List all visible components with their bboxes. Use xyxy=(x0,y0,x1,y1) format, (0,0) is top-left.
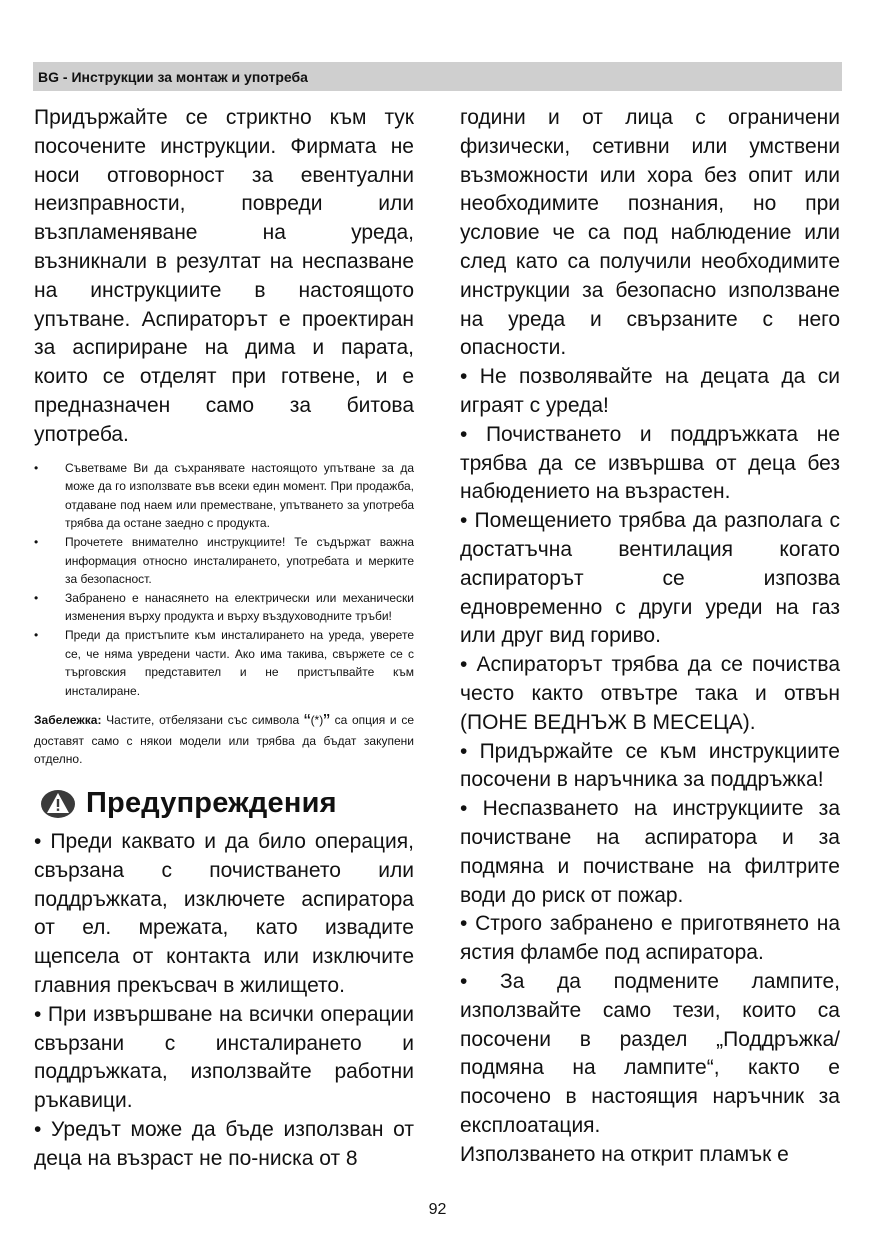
warning-paragraph: • Строго забранено е приготвянето на ястия фламбе под аспиратора. xyxy=(460,912,840,965)
note-quote-open: “ xyxy=(303,711,311,734)
list-item: • Преди да пристъпите към инсталирането на уреда, уверете се, че няма увредени части. Ако има такива, свържете се с търговския представител и не пристъпвайте към инсталиране. xyxy=(34,626,414,700)
list-item: • Съветваме Ви да съхранявате настоящото упътване за да може да го използвате във всеки един момент. При продажба, отдаване под наем или преместване, упътването за употреба трябва да остане заедно с продукта. xyxy=(34,459,414,533)
warning-paragraph: • При извършване на всички операции свързани с инсталирането и поддръжката, използвайте работни ръкавици. xyxy=(34,1002,414,1113)
warning-paragraph: Използването на открит пламък е xyxy=(460,1142,789,1166)
note-text-before: Частите, отбелязани със символа xyxy=(101,713,304,728)
page-number: 92 xyxy=(428,1201,447,1218)
right-column xyxy=(460,104,840,1169)
warning-paragraph: • Уредът може да бъде използван от деца на възраст не по-ниска от 8 xyxy=(34,1118,414,1170)
warning-paragraph: • Почистването и поддръжката не трябва да се извършва от деца без набюдението на възрастен. xyxy=(460,422,840,504)
note-symbol: (*) xyxy=(310,713,324,728)
warning-paragraph: • Придържайте се към инструкциите посочени в наръчника за поддръжка! xyxy=(460,739,840,792)
page-header xyxy=(33,62,842,91)
header-title: BG - Инструкции за монтаж и употреба xyxy=(38,69,308,85)
note-label: Забележка: xyxy=(34,713,102,728)
warning-paragraph: • Преди каквато и да било операция, свързана с почистването или поддръжката, изключете аспиратора от ел. мрежата, като извадите щепсела от контакта или изключите главния прекъсвач в жилището. xyxy=(34,830,414,998)
list-item: • Прочетете внимателно инструкциите! Те съдържат важна информация относно инсталирането, употребата и мерките за безопасност. xyxy=(34,533,414,589)
warning-paragraph: години и от лица с ограничени физически, сетивни или умствени възможности или хора без опит или необходимите познания, но при условие че са под наблюдение или след като са получили необходимите инструкции за безопасно използване на уреда и свързаните с него опасности. xyxy=(460,106,840,360)
note-text-after: са опция и се доставят само с някои модели или трябва да бъдат закупени отделно. xyxy=(34,713,414,767)
warning-paragraph: • За да подмените лампите, използвайте само тези, които са посочени в раздел „Поддръжка/подмяна на лампите“, както е посочено в настоящия наръчник за експлоатация. xyxy=(460,969,840,1137)
note-paragraph xyxy=(34,711,414,769)
intro-paragraph: Придържайте се стриктно към тук посочените инструкции. Фирмата не носи отговорност за евентуални неизправности, повреди или възпламеняване на уреда, възникнали в резултат на неспазване на инструкциите в настоящото упътване. Аспираторът е проектиран за аспириране на дима и парата, които се отделят при готвене, и е предназначен само за битова употреба. xyxy=(34,106,414,446)
list-item: • Забранено е нанасянето на електрически или механически изменения върху продукта и върху въздуховодните тръби! xyxy=(34,589,414,626)
warning-paragraph: • Помещението трябва да разполага с достатъчна вентилация когато аспираторът се изпозва едновременно с други уреди на газ или друг вид гориво. xyxy=(460,509,840,648)
warnings-title: Предупреждения xyxy=(86,787,337,820)
warning-paragraph: • Не позволявайте на децата да си играят с уреда! xyxy=(460,365,840,417)
warning-icon xyxy=(40,788,76,820)
left-column xyxy=(34,104,414,1174)
warnings-heading xyxy=(34,787,414,820)
note-quote-close: ” xyxy=(323,711,330,734)
info-bullet-list xyxy=(34,459,414,701)
warning-paragraph: • Аспираторът трябва да се почиства често както отвътре така и отвън (ПОНЕ ВЕДНЪЖ В МЕСЕЦА). xyxy=(460,653,840,734)
warning-paragraph: • Неспазването на инструкциите за почистване на аспиратора и за подмяна и почистване на филтрите води до риск от пожар. xyxy=(460,797,840,907)
